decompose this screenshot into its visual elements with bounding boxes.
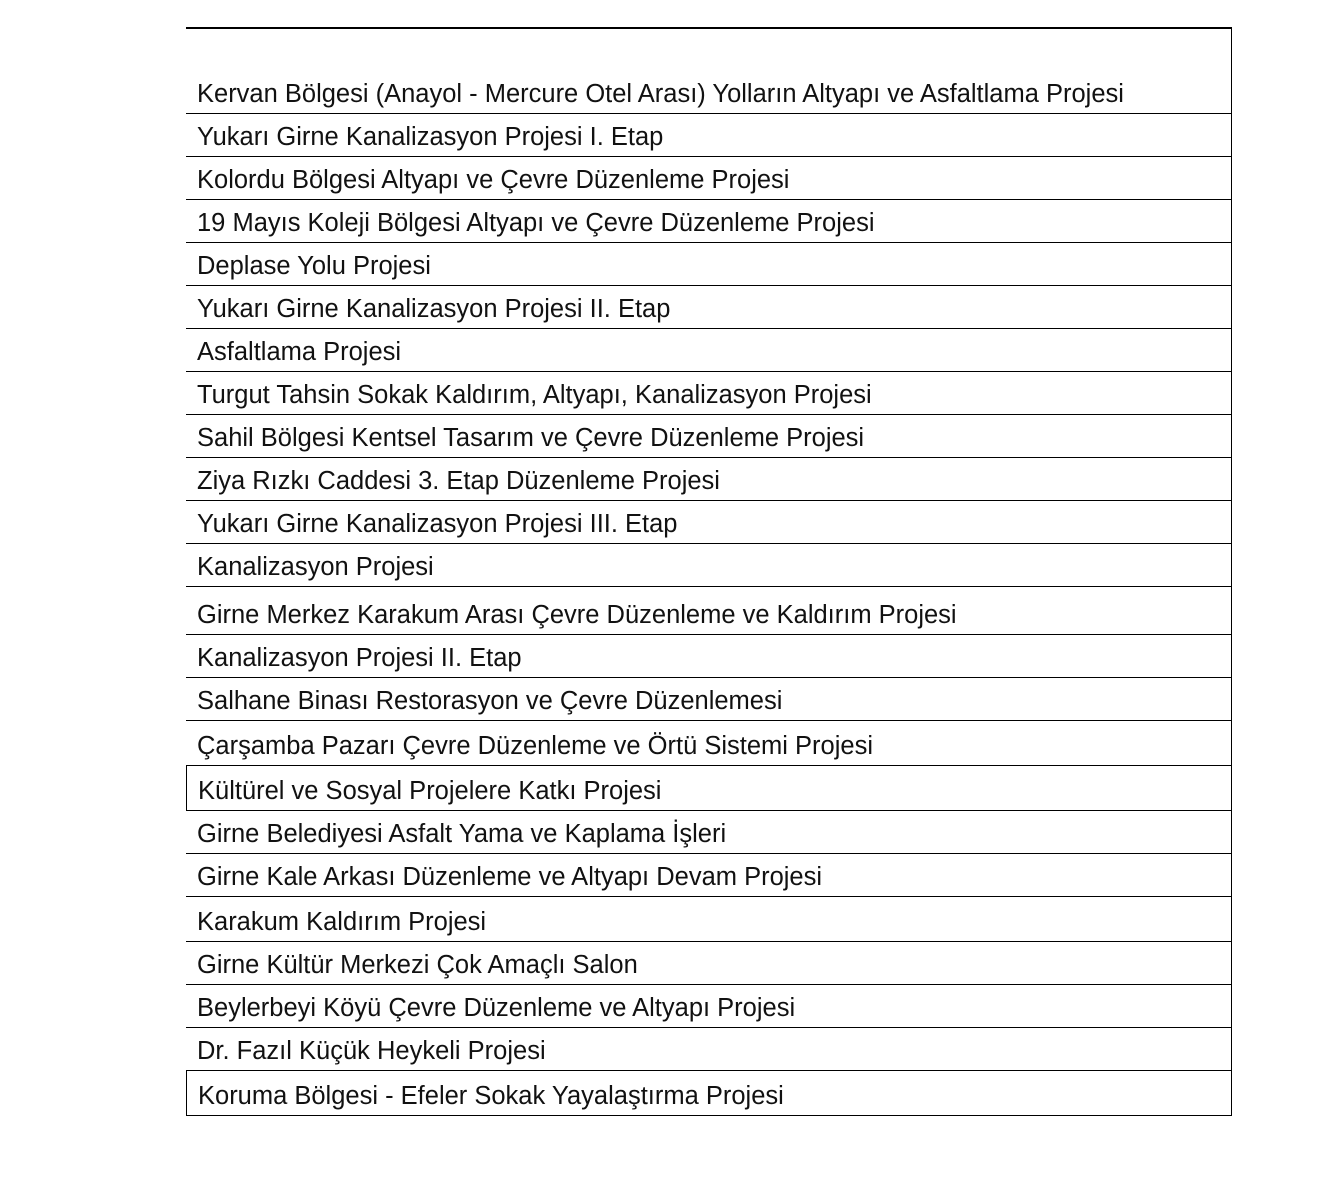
table-row: Deplase Yolu Projesi [186,243,1231,286]
table-row: Ziya Rızkı Caddesi 3. Etap Düzenleme Projesi [186,458,1231,501]
table-row: Turgut Tahsin Sokak Kaldırım, Altyapı, Kanalizasyon Projesi [186,372,1231,415]
table-row: Karakum Kaldırım Projesi [186,897,1231,942]
table-row: Salhane Binası Restorasyon ve Çevre Düzenlemesi [186,678,1231,721]
table-row: Beylerbeyi Köyü Çevre Düzenleme ve Altyapı Projesi [186,985,1231,1028]
table-row: Çarşamba Pazarı Çevre Düzenleme ve Örtü Sistemi Projesi [186,721,1231,766]
table-row: Sahil Bölgesi Kentsel Tasarım ve Çevre Düzenleme Projesi [186,415,1231,458]
table-row: Kanalizasyon Projesi II. Etap [186,635,1231,678]
table-row: Yukarı Girne Kanalizasyon Projesi I. Etap [186,114,1231,157]
table-row: Yukarı Girne Kanalizasyon Projesi III. Etap [186,501,1231,544]
table-row: Koruma Bölgesi - Efeler Sokak Yayalaştırma Projesi [186,1071,1231,1116]
table-header-row [186,29,1231,71]
table-row: Kervan Bölgesi (Anayol - Mercure Otel Arası) Yolların Altyapı ve Asfaltlama Projesi [186,71,1231,114]
table-row: Asfaltlama Projesi [186,329,1231,372]
table-row: Yukarı Girne Kanalizasyon Projesi II. Etap [186,286,1231,329]
table-row: Girne Belediyesi Asfalt Yama ve Kaplama İşleri [186,811,1231,854]
table-row: Dr. Fazıl Küçük Heykeli Projesi [186,1028,1231,1071]
table-row: Kolordu Bölgesi Altyapı ve Çevre Düzenleme Projesi [186,157,1231,200]
table-row: Kültürel ve Sosyal Projelere Katkı Projesi [186,766,1231,811]
table-row: Girne Kale Arkası Düzenleme ve Altyapı Devam Projesi [186,854,1231,897]
table-row: Girne Merkez Karakum Arası Çevre Düzenleme ve Kaldırım Projesi [186,587,1231,635]
table-row: Kanalizasyon Projesi [186,544,1231,587]
project-table [186,27,1232,1116]
table-row: 19 Mayıs Koleji Bölgesi Altyapı ve Çevre Düzenleme Projesi [186,200,1231,243]
table-row: Girne Kültür Merkezi Çok Amaçlı Salon [186,942,1231,985]
